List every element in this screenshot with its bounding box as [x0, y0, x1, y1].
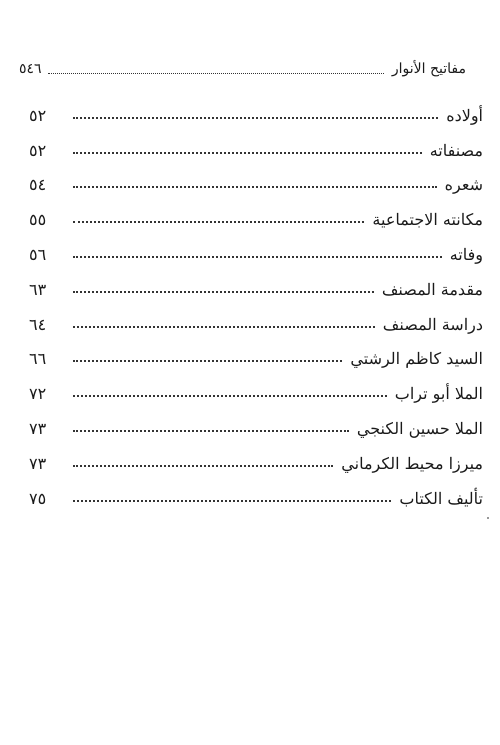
margin-speck: [487, 517, 489, 519]
toc-entry: [29, 305, 483, 340]
toc-entry-page: ٦٤: [29, 314, 47, 334]
toc-entry-page: ٥٤: [29, 175, 47, 195]
toc-entry: [29, 479, 483, 514]
toc-entry: [29, 96, 483, 131]
toc-entry-page: ٦٦: [29, 349, 47, 369]
toc-entry-title: الملا أبو تراب: [394, 384, 483, 404]
running-header-page-number: ٥٤٦: [19, 61, 42, 77]
running-header-title: مفاتيح الأنوار: [391, 61, 466, 77]
toc-entry-title: السيد كاظم الرشتي: [350, 349, 483, 369]
toc-leader-dots: [73, 326, 375, 328]
table-of-contents: [29, 96, 483, 514]
toc-entry-page: ٥٢: [29, 105, 47, 125]
toc-entry: [29, 340, 483, 375]
toc-entry-page: ٥٦: [29, 244, 47, 264]
toc-entry-title: ميرزا محيط الكرماني: [341, 453, 483, 473]
toc-leader-dots: [73, 291, 374, 293]
toc-entry: [29, 444, 483, 479]
toc-leader-dots: [73, 256, 442, 258]
toc-entry-title: مقدمة المصنف: [381, 279, 483, 299]
toc-leader-dots: [73, 430, 349, 432]
toc-entry-title: تأليف الكتاب: [399, 488, 483, 508]
toc-entry: [29, 409, 483, 444]
toc-entry-title: مصنفاته: [429, 140, 483, 160]
toc-entry: [29, 374, 483, 409]
running-header-leader-dots: [48, 73, 384, 74]
toc-entry-page: ٧٢: [29, 384, 47, 404]
toc-leader-dots: [73, 360, 342, 362]
toc-leader-dots: [73, 395, 387, 397]
toc-leader-dots: [73, 117, 438, 119]
toc-leader-dots: [73, 152, 422, 154]
toc-entry: [29, 131, 483, 166]
toc-leader-dots: [73, 500, 391, 502]
toc-entry-page: ٧٥: [29, 488, 47, 508]
toc-entry-page: ٥٢: [29, 140, 47, 160]
toc-entry-title: وفاته: [449, 244, 483, 264]
toc-entry: [29, 270, 483, 305]
toc-entry-page: ٥٥: [29, 210, 47, 230]
toc-entry-title: أولاده: [446, 105, 483, 125]
toc-entry-title: مكانته الاجتماعية: [372, 210, 483, 230]
toc-entry: [29, 166, 483, 201]
toc-entry-page: ٦٣: [29, 279, 47, 299]
toc-leader-dots: [73, 465, 333, 467]
toc-entry-title: شعره: [444, 175, 483, 195]
toc-leader-dots: [73, 186, 437, 188]
toc-entry: [29, 235, 483, 270]
toc-entry-page: ٧٣: [29, 453, 47, 473]
running-header: [19, 57, 466, 81]
toc-entry-title: دراسة المصنف: [382, 314, 483, 334]
toc-entry: [29, 200, 483, 235]
toc-leader-dots: [73, 221, 364, 223]
toc-entry-page: ٧٣: [29, 418, 47, 438]
toc-entry-title: الملا حسين الكنجي: [356, 418, 483, 438]
